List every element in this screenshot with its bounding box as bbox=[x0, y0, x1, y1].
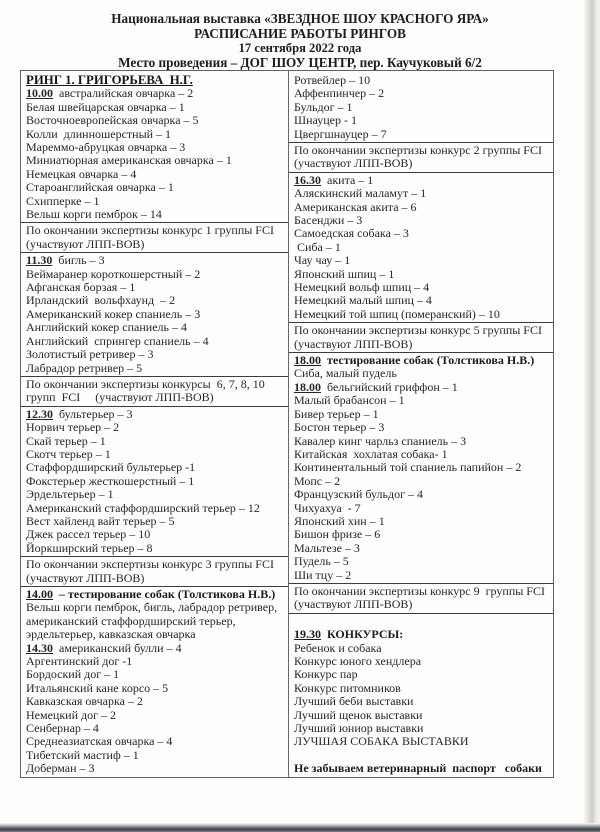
schedule-line: Бишон фризе – 6 bbox=[294, 527, 381, 542]
schedule-line: Белая швейцарская овчарка – 1 bbox=[26, 99, 185, 114]
note-line: Не забываем ветеринарный паспорт собаки bbox=[294, 761, 542, 776]
schedule-line: По окончании экспертизы конкурс 2 группы FCI bbox=[294, 143, 542, 158]
schedule-line: Тибетский мастиф – 1 bbox=[26, 747, 139, 762]
time-slot-note-line: 19.30 КОНКУРСЫ: bbox=[294, 627, 404, 642]
schedule-line: По окончании экспертизы конкурс 9 группы FCI bbox=[294, 583, 545, 598]
schedule-line: Французский бульдог – 4 bbox=[294, 487, 423, 502]
schedule-line: Аргентинский дог -1 bbox=[26, 653, 133, 668]
schedule-line: По окончании экспертизы конкурсы 6, 7, 8, 10 bbox=[26, 376, 265, 391]
schedule-line: (участвуют ЛПП-ВОВ) bbox=[26, 236, 145, 251]
schedule-line: По окончании экспертизы конкурс 5 группы FCI bbox=[294, 323, 542, 338]
blank-line bbox=[294, 749, 547, 762]
schedule-line: Ши тцу – 2 bbox=[294, 567, 352, 582]
schedule-line: Немецкий вольф шпиц – 4 bbox=[294, 280, 430, 295]
schedule-line: Лучший юниор выставки bbox=[294, 720, 424, 735]
schedule-line: Сенбернар – 4 bbox=[26, 721, 99, 735]
schedule-line: Среднеазиатская овчарка – 4 bbox=[26, 734, 173, 749]
schedule-left-column bbox=[21, 71, 289, 777]
schedule-line: Мальтезе – 3 bbox=[294, 540, 360, 555]
schedule-line: Восточноевропейская овчарка – 5 bbox=[26, 113, 199, 128]
schedule-line: групп FCI (участвуют ЛПП-ВОВ) bbox=[26, 390, 214, 405]
time-label: 14.00 bbox=[26, 586, 53, 601]
rings-schedule-table bbox=[20, 70, 554, 778]
left-column-section-5 bbox=[26, 408, 282, 555]
time-label: 18.00 bbox=[294, 379, 321, 394]
blank-line bbox=[294, 615, 547, 628]
schedule-line: Бульдог – 1 bbox=[294, 99, 353, 114]
schedule-line: Скотч терьер – 1 bbox=[26, 446, 111, 461]
document-header bbox=[0, 11, 600, 71]
left-column-section-4 bbox=[26, 378, 282, 405]
schedule-line: Немецкий дог – 2 bbox=[26, 707, 117, 722]
time-slot-line: 18.00 бельгийский гриффон – 1 bbox=[294, 379, 458, 394]
schedule-line: Миниатюрная американская овчарка – 1 bbox=[26, 153, 232, 168]
schedule-line: Американская акита – 6 bbox=[294, 199, 417, 214]
schedule-line: Шнауцер - 1 bbox=[294, 113, 357, 128]
schedule-line: Малый брабансон – 1 bbox=[294, 393, 405, 408]
venue-line: Место проведения – ДОГ ШОУ ЦЕНТР, пер. Каучуковый 6/2 bbox=[118, 55, 482, 71]
time-slot-note-line: 18.00 тестирование собак (Толстикова Н.В.) bbox=[294, 353, 535, 368]
time-label: 11.30 bbox=[26, 253, 53, 268]
right-column-section-1 bbox=[294, 74, 547, 141]
schedule-line: Цвергшнауцер – 7 bbox=[294, 126, 387, 141]
time-slot-line: 16.30 акита – 1 bbox=[294, 172, 374, 187]
schedule-line: Лабрадор ретривер – 5 bbox=[26, 360, 143, 375]
schedule-line: Английский кокер спаниель – 4 bbox=[26, 320, 188, 335]
schedule-line: эрдельтерьер, кавказская овчарка bbox=[26, 627, 196, 642]
schedule-line: (участвуют ЛПП-ВОВ) bbox=[294, 156, 413, 171]
exhibition-title: Национальная выставка «ЗВЕЗДНОЕ ШОУ КРАСНОГО ЯРА» bbox=[111, 11, 489, 26]
schedule-line: По окончании экспертизы конкурс 3 группы FCI bbox=[26, 557, 274, 572]
time-label: 12.30 bbox=[26, 406, 53, 421]
schedule-line: ЛУЧШАЯ СОБАКА ВЫСТАВКИ bbox=[294, 734, 469, 749]
schedule-line: Золотистый ретривер – 3 bbox=[26, 347, 154, 362]
schedule-line: Кавалер кинг чарльз спаниель – 3 bbox=[294, 433, 467, 448]
right-column-section-4 bbox=[294, 324, 547, 351]
time-label: 19.30 bbox=[294, 627, 321, 642]
schedule-line: Бостон терьер – 3 bbox=[294, 420, 385, 435]
ring-title-line: РИНГ 1. ГРИГОРЬЕВА Н.Г. bbox=[26, 73, 193, 87]
schedule-line: Джек рассел терьер – 10 bbox=[26, 527, 151, 542]
schedule-line: Чау чау – 1 bbox=[294, 253, 351, 268]
schedule-line: Фокстерьер жесткошерстный – 1 bbox=[26, 473, 195, 488]
schedule-line: (участвуют ЛПП-ВОВ) bbox=[26, 570, 145, 585]
scan-edge-bottom-shadow bbox=[0, 823, 600, 832]
schedule-line: американский стаффордширский терьер, bbox=[26, 613, 236, 628]
schedule-line: Вельш корги пемброк – 14 bbox=[26, 207, 162, 222]
schedule-line: Схипперке – 1 bbox=[26, 193, 100, 208]
schedule-line: Мопс – 2 bbox=[294, 473, 341, 488]
schedule-line: Континентальный той спаниель папийон – 2 bbox=[294, 460, 522, 475]
right-column-section-7 bbox=[294, 615, 547, 776]
schedule-line: (участвуют ЛПП-ВОВ) bbox=[294, 597, 413, 612]
schedule-line: Афганская борзая – 1 bbox=[26, 280, 136, 295]
left-column-section-6 bbox=[26, 558, 282, 585]
left-column-section-1 bbox=[26, 74, 282, 221]
right-column-section-3 bbox=[294, 174, 547, 321]
right-column-section-5 bbox=[294, 354, 547, 582]
schedule-line: Норвич терьер – 2 bbox=[26, 420, 120, 435]
time-label: 16.30 bbox=[294, 172, 321, 187]
schedule-line: Вельш корги пемброк, бигль, лабрадор ретривер, bbox=[26, 600, 278, 615]
schedule-line: Аффенпинчер – 2 bbox=[294, 86, 385, 101]
schedule-line: Мареммо-абруцкая овчарка – 3 bbox=[26, 140, 186, 155]
time-slot-line: 10.00 австралийская овчарка – 2 bbox=[26, 86, 194, 101]
left-column-section-7 bbox=[26, 588, 282, 776]
schedule-line: Доберман – 3 bbox=[26, 761, 95, 776]
schedule-line: Басенджи – 3 bbox=[294, 213, 363, 228]
event-date: 17 сентября 2022 года bbox=[238, 41, 362, 56]
schedule-line: Американский стаффордширский терьер – 12 bbox=[26, 500, 260, 515]
schedule-line: Самоедская собака – 3 bbox=[294, 226, 409, 241]
schedule-line: Сиба – 1 bbox=[294, 239, 341, 254]
schedule-line: Конкурс пар bbox=[294, 667, 358, 682]
schedule-line: Конкурс юного хендлера bbox=[294, 653, 422, 668]
schedule-line: Лучший беби выставки bbox=[294, 694, 414, 709]
schedule-line: Американский кокер спаниель – 3 bbox=[26, 306, 201, 321]
schedule-line: Бордоский дог – 1 bbox=[26, 667, 120, 682]
schedule-line: Колли длинношерстный – 1 bbox=[26, 126, 172, 141]
time-slot-line: 14.30 американский булли – 4 bbox=[26, 640, 182, 655]
section-divider bbox=[289, 613, 553, 614]
time-label: 10.00 bbox=[26, 86, 53, 101]
right-column-section-2 bbox=[294, 144, 547, 171]
time-slot-line: 11.30 бигль – 3 bbox=[26, 253, 105, 268]
schedule-line: Английский спрингер спаниель – 4 bbox=[26, 333, 209, 348]
schedule-line: Японский шпиц – 1 bbox=[294, 266, 395, 281]
schedule-line: Староанглийская овчарка – 1 bbox=[26, 180, 174, 195]
schedule-line: Ребенок и собака bbox=[294, 640, 382, 655]
schedule-line: Немецкий малый шпиц – 4 bbox=[294, 293, 432, 308]
schedule-line: Лучший щенок выставки bbox=[294, 707, 423, 722]
right-column-section-6 bbox=[294, 585, 547, 612]
schedule-line: Немецкая овчарка – 4 bbox=[26, 166, 137, 181]
schedule-line: Итальянский кане корсо – 5 bbox=[26, 680, 169, 695]
schedule-line: Китайская хохлатая собака- 1 bbox=[294, 446, 448, 461]
time-label: 14.30 bbox=[26, 640, 53, 655]
schedule-line: Ротвейлер – 10 bbox=[294, 73, 371, 87]
schedule-right-column bbox=[289, 71, 553, 777]
schedule-line: Стаффордширский бультерьер -1 bbox=[26, 460, 196, 475]
schedule-line: Немецкий той шпиц (померанский) – 10 bbox=[294, 306, 500, 321]
schedule-line: По окончании экспертизы конкурс 1 группы FCI bbox=[26, 223, 274, 238]
time-slot-line: 12.30 бультерьер – 3 bbox=[26, 406, 133, 421]
left-column-section-2 bbox=[26, 224, 282, 251]
schedule-line: Вест хайленд вайт терьер – 5 bbox=[26, 513, 175, 528]
schedule-line: Ирландский вольфхаунд – 2 bbox=[26, 293, 176, 308]
time-slot-note-line: 14.00 – тестирование собак (Толстикова Н.В.) bbox=[26, 586, 276, 601]
left-column-section-3 bbox=[26, 254, 282, 375]
schedule-title: РАСПИСАНИЕ РАБОТЫ РИНГОВ bbox=[194, 26, 406, 42]
schedule-line: Чихуахуа - 7 bbox=[294, 500, 361, 515]
schedule-line: (участвуют ЛПП-ВОВ) bbox=[294, 336, 413, 351]
scan-edge-right-shadow bbox=[583, 0, 600, 832]
schedule-line: Йоркширский терьер – 8 bbox=[26, 540, 153, 555]
schedule-line: Конкурс питомников bbox=[294, 680, 401, 695]
schedule-line: Аляскинский маламут – 1 bbox=[294, 186, 427, 201]
schedule-line: Японский хин – 1 bbox=[294, 513, 385, 528]
time-label: 18.00 bbox=[294, 353, 321, 368]
schedule-line: Бивер терьер – 1 bbox=[294, 406, 379, 421]
schedule-line: Сиба, малый пудель bbox=[294, 366, 397, 381]
schedule-line: Кавказская овчарка – 2 bbox=[26, 694, 143, 709]
schedule-line: Скай терьер – 1 bbox=[26, 433, 106, 448]
schedule-line: Веймаранер короткошерстный – 2 bbox=[26, 266, 201, 281]
schedule-line: Пудель – 5 bbox=[294, 554, 349, 569]
schedule-line: Эрдельтерьер – 1 bbox=[26, 487, 114, 502]
